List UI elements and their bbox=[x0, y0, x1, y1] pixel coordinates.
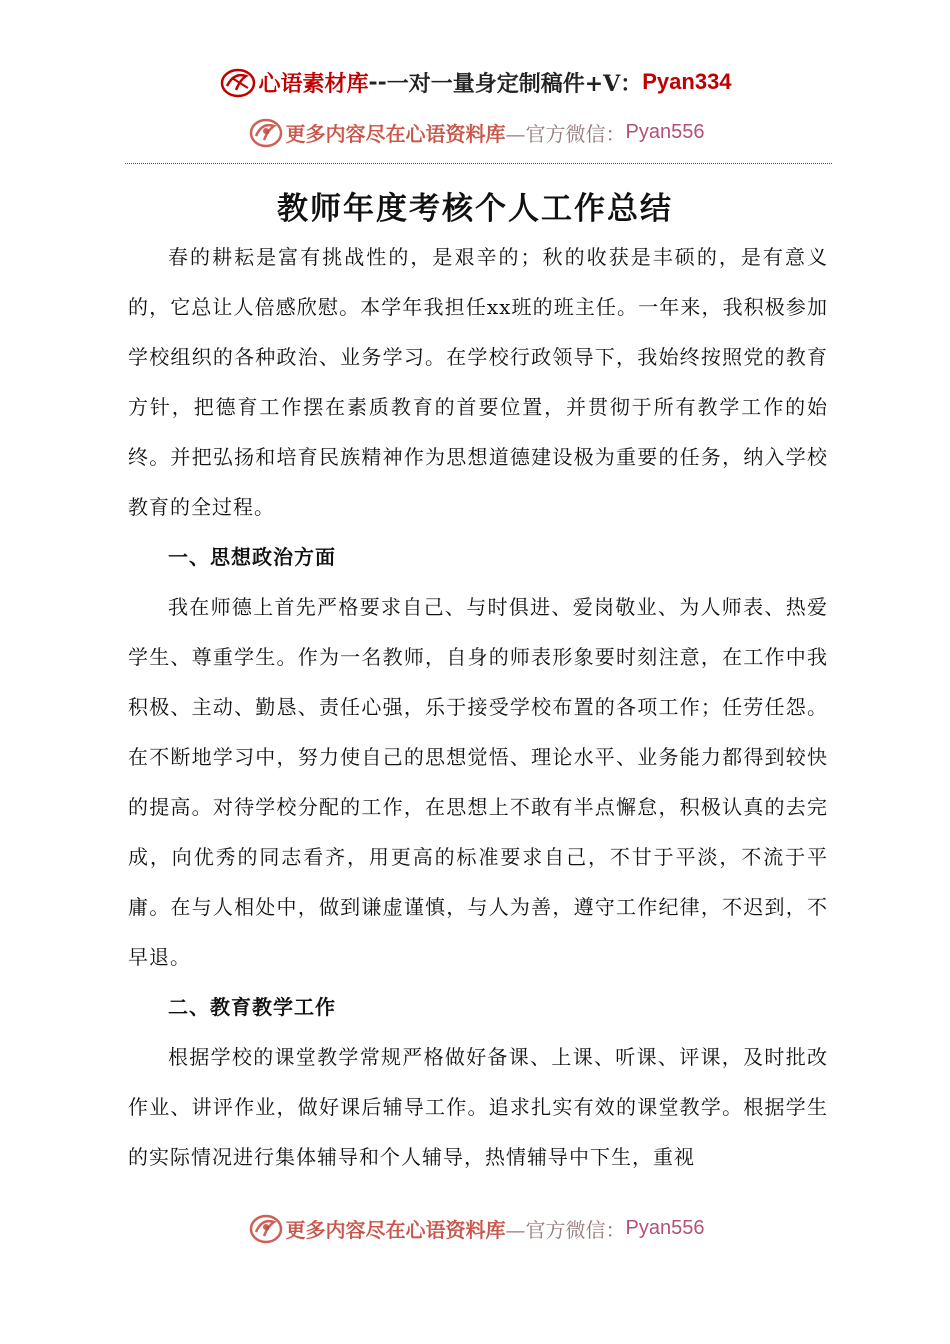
promo-text: 更多内容尽在心语资料库 bbox=[285, 121, 506, 146]
brand-tagline: 一对一量身定制稿件+V： bbox=[386, 70, 643, 97]
promo-banner-top bbox=[0, 112, 950, 152]
section-paragraph-teaching: 根据学校的课堂教学常规严格做好备课、上课、听课、评课，及时批改作业、讲评作业，做好课后辅导工作。追求扎实有效的课堂教学。根据学生的实际情况进行集体辅导和个人辅导，热情辅导中下生，重视 bbox=[128, 1045, 828, 1169]
footer-promo-text: 更多内容尽在心语资料库 bbox=[285, 1217, 506, 1242]
section-heading-teaching: 二、教育教学工作 bbox=[168, 995, 336, 1019]
document-title: 教师年度考核个人工作总结 bbox=[277, 191, 673, 227]
brand-name: 心语素材库 bbox=[258, 70, 369, 97]
brand-separator: -- bbox=[368, 69, 387, 95]
footer-handle: Pyan556 bbox=[625, 1216, 705, 1239]
footer-wechat-label: —官方微信： bbox=[505, 1217, 626, 1242]
brand-handle: Pyan334 bbox=[642, 69, 732, 94]
promo-banner-bottom bbox=[0, 1208, 950, 1248]
footer-logo-icon bbox=[246, 1210, 286, 1246]
promo-wechat-label: —官方微信： bbox=[505, 121, 626, 146]
top-banner bbox=[0, 62, 950, 102]
intro-paragraph: 春的耕耘是富有挑战性的，是艰辛的；秋的收获是丰硕的，是有意义的，它总让人倍感欣慰。本学年我担任xx班的班主任。一年来，我积极参加学校组织的各种政治、业务学习。在学校行政领导下，我始终按照党的教育方针，把德育工作摆在素质教育的首要位置，并贯彻于所有教学工作的始终。并把弘扬和培育民族精神作为思想道德建设极为重要的任务，纳入学校教育的全过程。 bbox=[128, 245, 828, 519]
brand-logo-icon bbox=[218, 64, 258, 100]
promo-logo-icon bbox=[246, 114, 286, 150]
promo-handle: Pyan556 bbox=[625, 120, 705, 143]
section-paragraph-politics: 我在师德上首先严格要求自己、与时俱进、爱岗敬业、为人师表、热爱学生、尊重学生。作为一名教师，自身的师表形象要时刻注意，在工作中我积极、主动、勤恳、责任心强，乐于接受学校布置的各项工作；任劳任怨。在不断地学习中，努力使自己的思想觉悟、理论水平、业务能力都得到较快的提高。对待学校分配的工作，在思想上不敢有半点懈怠，积极认真的去完成，向优秀的同志看齐，用更高的标准要求自己，不甘于平淡，不流于平庸。在与人相处中，做到谦虚谨慎，与人为善，遵守工作纪律，不迟到，不早退。 bbox=[128, 595, 828, 969]
header-divider bbox=[125, 163, 832, 164]
document-body bbox=[128, 232, 828, 1182]
section-heading-politics: 一、思想政治方面 bbox=[168, 545, 336, 569]
